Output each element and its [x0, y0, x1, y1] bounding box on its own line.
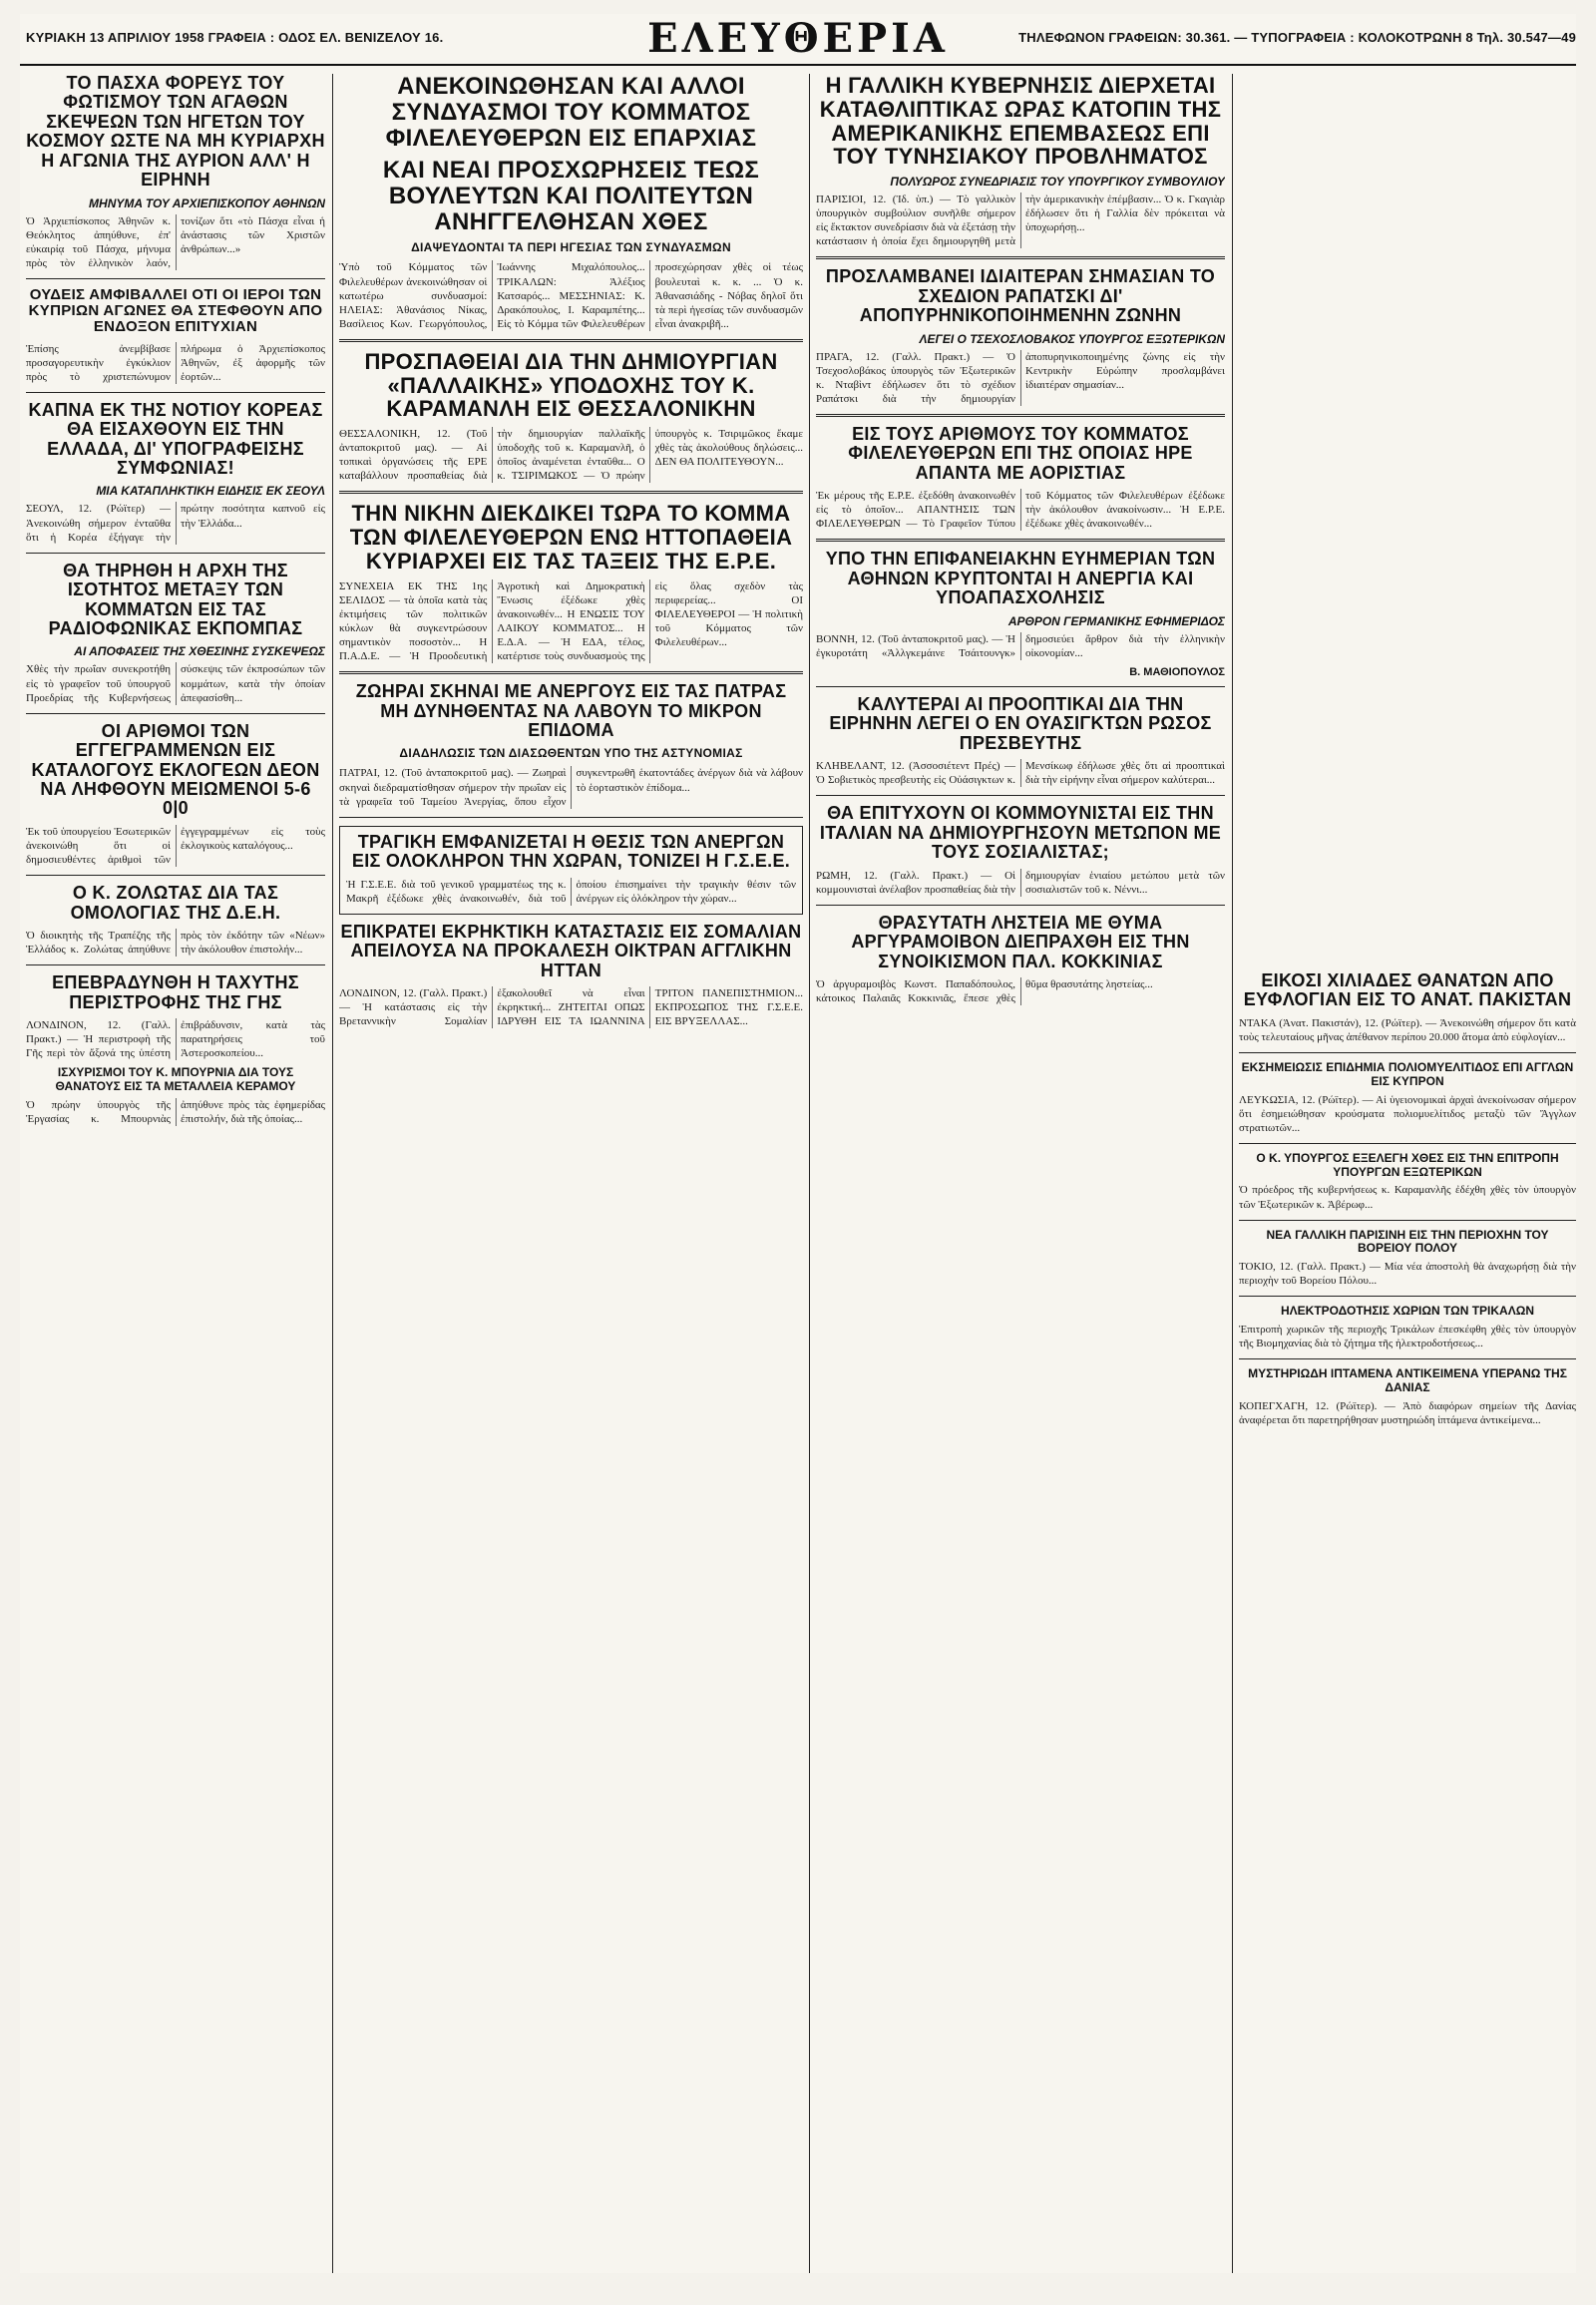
victory-headline: ΤΗΝ ΝΙΚΗΝ ΔΙΕΚΔΙΚΕΙ ΤΩΡΑ ΤΟ ΚΟΜΜΑ ΤΩΝ ΦΙΛΕΛΕΥΘΕΡΩΝ ΕΝΩ ΗΤΤΟΠΑΘΕΙΑ ΚΥΡΙΑΡΧΕΙ ΕΙΣ ΤΑΣ ΤΑΞΕΙΣ ΤΗΣ Ε.Ρ.Ε. — [349, 501, 793, 574]
korea-article: ΣΕΟΥΛ, 12. (Ρώϊτερ) — Ἀνεκοινώθη σήμερον ἐνταῦθα ὅτι ἡ Κορέα ἐξήγαγε τὴν πρώτην ποσότητα καπνοῦ εἰς τὴν Ἑλλάδα... — [26, 503, 325, 544]
column-rule — [332, 74, 333, 2273]
dei-article: Ὁ διοικητὴς τῆς Τραπέζης τῆς Ἑλλάδος κ. Ζολώτας ἀπηύθυνε πρὸς τὸν ἐκδότην τῶν «Νέων» τὴν ἀκόλουθον ἐπιστολήν... — [26, 930, 325, 957]
lead-subheadline: ΔΙΑΨΕΥΔΟΝΤΑΙ ΤΑ ΠΕΡΙ ΗΓΕΣΙΑΣ ΤΩΝ ΣΥΝΔΥΑΣΜΩΝ — [411, 240, 731, 255]
denmark-headline: ΜΥΣΤΗΡΙΩΔΗ ΙΠΤΑΜΕΝΑ ΑΝΤΙΚΕΙΜΕΝΑ ΥΠΕΡΑΝΩ ΤΗΣ ΔΑΝΙΑΣ — [1248, 1366, 1567, 1395]
italy-article: ΡΩΜΗ, 12. (Γαλλ. Πρακτ.) — Οἱ κομμουνισταὶ ἀνέλαβον προσπαθείας διὰ τὴν δημιουργίαν ἑνιαίου μετώπου μετὰ τῶν σοσιαλιστῶν τοῦ κ. Νέννι... — [816, 869, 1225, 896]
liberals-article: Ἐκ μέρους τῆς Ε.Ρ.Ε. ἐξεδόθη ἀνακοινωθέν εἰς τὸ ὁποῖον... ΑΠΑΝΤΗΣΙΣ ΤΩΝ ΦΙΛΕΛΕΥΘΕΡΩΝ — Τὸ Γραφεῖον Τύπου τοῦ Κόμματος τῶν Φιλελευθέρων ἐξέδωκε τὴν ἀκόλουθον ἀνακοίνωσιν... Ἡ Ε.Ρ.Ε. ἐξέδωκε χθὲς ἀνακοινωθέν... — [816, 490, 1225, 531]
ceramics-headline: ΙΣΧΥΡΙΣΜΟΙ ΤΟΥ Κ. ΜΠΟΥΡΝΙΑ ΔΙΑ ΤΟΥΣ ΘΑΝΑΤΟΥΣ ΕΙΣ ΤΑ ΜΕΤΑΛΛΕΙΑ ΚΕΡΑΜΟΥ — [55, 1065, 296, 1094]
divider — [339, 339, 803, 342]
divider — [816, 414, 1225, 417]
divider — [26, 875, 325, 876]
korea-kicker: ΜΙΑ ΚΑΤΑΠΛΗΚΤΙΚΗ ΕΙΔΗΣΙΣ ΕΚ ΣΕΟΥΛ — [96, 484, 325, 499]
expedition-article: ΤΟΚΙΟ, 12. (Γαλλ. Πρακτ.) — Μία νέα ἀποστολὴ θὰ ἀναχωρήσῃ διὰ τὴν περιοχὴν τοῦ Βορείου Πόλου... — [1239, 1261, 1576, 1288]
divider — [339, 491, 803, 494]
somalia-headline: ΕΠΙΚΡΑΤΕΙ ΕΚΡΗΚΤΙΚΗ ΚΑΤΑΣΤΑΣΙΣ ΕΙΣ ΣΟΜΑΛΙΑΝ ΑΠΕΙΛΟΥΣΑ ΝΑ ΠΡΟΚΑΛΕΣΗ ΟΙΚΤΡΑΝ ΑΓΓΛΙΚΗΝ ΗΤΤΑΝ — [340, 921, 802, 980]
polio-headline: ΕΚΣΗΜΕΙΩΣΙΣ ΕΠΙΔΗΜΙΑ ΠΟΛΙΟΜΥΕΛΙΤΙΔΟΣ ΕΠΙ ΑΓΓΛΩΝ ΕΙΣ ΚΥΠΡΟΝ — [1241, 1060, 1574, 1088]
column-4 — [1239, 74, 1576, 2273]
divider — [1239, 1143, 1576, 1144]
pakistan-article: ΝΤΑΚΑ (Ἀνατ. Πακιστάν), 12. (Ρώϊτερ). — Ἀνεκοινώθη σήμερον ὅτι κατὰ τοὺς τελευταίους μῆνας ἀπέθανον περίπου 20.000 ἄτομα ἀπὸ εὐφλογίαν... — [1239, 1016, 1576, 1043]
masthead-date-address: ΚΥΡΙΑΚΗ 13 ΑΠΡΙΛΙΟΥ 1958 ΓΡΑΦΕΙΑ : ΟΔΟΣ ΕΛ. ΒΕΝΙΖΕΛΟΥ 16. — [26, 30, 444, 45]
unemployed-box — [339, 826, 803, 915]
column-rule — [809, 74, 810, 2273]
zone-article: ΠΡΑΓΑ, 12. (Γαλλ. Πρακτ.) — Ὁ Τσεχοσλοβάκος ὑπουργὸς τῶν Ἐξωτερικῶν κ. Νταβὶντ ἐδήλωσεν ὅτι τὸ σχέδιον Ραπάτσκι διὰ τὴν δημιουργίαν ἀποπυρηνικοποιημένης ζώνης εἰς τὴν Κεντρικὴν Εὐρώπην προσλαμβάνει ἰδιαιτέραν σημασίαν... — [816, 350, 1225, 405]
radio-article: Χθὲς τὴν πρωΐαν συνεκροτήθη εἰς τὸ γραφεῖον τοῦ ὑπουργοῦ Προεδρίας τῆς Κυβερνήσεως σύσκεψις τῶν ἐκπροσώπων τῶν κομμάτων, κατὰ τὴν ὁποίαν ἀπεφασίσθη... — [26, 663, 325, 704]
liberals-headline: ΕΙΣ ΤΟΥΣ ΑΡΙΘΜΟΥΣ ΤΟΥ ΚΟΜΜΑΤΟΣ ΦΙΛΕΛΕΥΘΕΡΩΝ ΕΠΙ ΤΗΣ ΟΠΟΙΑΣ ΗΡΕ ΑΠΑΝΤΑ ΜΕ ΑΟΡΙΣΤΙΑΣ — [848, 423, 1193, 483]
divider — [26, 553, 325, 554]
palaikis-headline: ΠΡΟΣΠΑΘΕΙΑΙ ΔΙΑ ΤΗΝ ΔΗΜΙΟΥΡΓΙΑΝ «ΠΑΛΛΑΙΚΗΣ» ΥΠΟΔΟΧΗΣ ΤΟΥ Κ. ΚΑΡΑΜΑΝΛΗ ΕΙΣ ΘΕΣΣΑΛΟΝΙΚΗΝ — [364, 348, 778, 422]
zone-headline: ΠΡΟΣΛΑΜΒΑΝΕΙ ΙΔΙΑΙΤΕΡΑΝ ΣΗΜΑΣΙΑΝ ΤΟ ΣΧΕΔΙΟΝ ΡΑΠΑΤΣΚΙ ΔΙ' ΑΠΟΠΥΡΗΝΙΚΟΠΟΙΗΜΕΝΗΝ ΖΩΝΗΝ — [825, 266, 1216, 326]
divider — [339, 671, 803, 674]
ambassador-article: ΚΛΗΒΕΛΑΝΤ, 12. (Ἀσσοσιέτεντ Πρές) — Ὁ Σοβιετικὸς πρεσβευτὴς εἰς Οὐάσιγκτων κ. Μενσίκωφ ἐδήλωσε χθὲς ὅτι αἱ προοπτικαὶ διὰ τὴν εἰρήνην εἶναι σήμερον καλύτεραι... — [816, 760, 1225, 787]
divider — [816, 539, 1225, 542]
divider — [816, 795, 1225, 796]
pakistan-headline: ΕΙΚΟΣΙ ΧΙΛΙΑΔΕΣ ΘΑΝΑΤΩΝ ΑΠΟ ΕΥΦΛΟΓΙΑΝ ΕΙΣ ΤΟ ΑΝΑΤ. ΠΑΚΙΣΤΑΝ — [1243, 970, 1572, 1010]
divider — [26, 392, 325, 393]
germany-kicker: ΑΡΘΡΟΝ ΓΕΡΜΑΝΙΚΗΣ ΕΦΗΜΕΡΙΔΟΣ — [1007, 613, 1225, 628]
trikala-headline: ΗΛΕΚΤΡΟΔΟΤΗΣΙΣ ΧΩΡΙΩΝ ΤΩΝ ΤΡΙΚΑΛΩΝ — [1281, 1304, 1534, 1319]
palaikis-article: ΘΕΣΣΑΛΟΝΙΚΗ, 12. (Τοῦ ἀνταποκριτοῦ μας). — Αἱ τοπικαὶ ὀργανώσεις τῆς ΕΡΕ καταβάλλουν προσπαθείας διὰ τὴν δημιουργίαν παλλαϊκῆς ὑποδοχῆς τοῦ κ. Καραμανλῆ, ὁ ὁποῖος ἀναμένεται ἐνταῦθα... Ο κ. ΤΣΙΡΙΜΩΚΟΣ — Ὁ πρώην ὑπουργὸς κ. Τσιριμῶκος ἔκαμε χθὲς τὰς ἀκολούθους δηλώσεις... ΔΕΝ ΘΑ ΠΟΛΙΤΕΥΘΟΥΝ... — [339, 428, 803, 483]
minister-article: Ὁ πρόεδρος τῆς κυβερνήσεως κ. Καραμανλῆς ἐδέχθη χθὲς τὸν ὑπουργὸν τῶν Ἐξωτερικῶν κ. Ἀβέρωφ... — [1239, 1184, 1576, 1211]
divider — [1239, 1358, 1576, 1359]
expedition-headline: ΝΕΑ ΓΑΛΛΙΚΗ ΠΑΡΙΣΙΝΗ ΕΙΣ ΤΗΝ ΠΕΡΙΟΧΗΝ ΤΟΥ ΒΟΡΕΙΟΥ ΠΟΛΟΥ — [1266, 1227, 1549, 1256]
masthead-phones: ΤΗΛΕΦΩΝΟΝ ΓΡΑΦΕΙΩΝ: 30.361. — ΤΥΠΟΓΡΑΦΕΙΑ : ΚΟΛΟΚΟΤΡΩΝΗ 8 Τηλ. 30.547—49 — [1018, 30, 1576, 45]
unemployed-article: Ἡ Γ.Σ.Ε.Ε. διὰ τοῦ γενικοῦ γραμματέως της κ. Μακρῆ ἐξέδωκε χθὲς ἀνακοινωθέν, διὰ τοῦ ὁποίου ἐπισημαίνει τὴν τραγικὴν θέσιν τῶν ἀνέργων εἰς ὁλόκληρον τὴν χώραν... — [346, 878, 796, 905]
pirates-article: Ὁ ἀργυραμοιβὸς Κωνστ. Παπαδόπουλος, κάτοικος Παλαιᾶς Κοκκινιᾶς, ἔπεσε χθὲς θῦμα θρασυτάτης ληστείας... — [816, 978, 1153, 1005]
patras-article: ΠΑΤΡΑΙ, 12. (Τοῦ ἀνταποκριτοῦ μας). — Ζωηραὶ σκηναὶ διεδραματίσθησαν σήμερον τὴν πρωΐαν εἰς τὰ γραφεῖα τοῦ Ταμείου Ἀνεργίας, ὅπου εἶχον συγκεντρωθῆ ἑκατοντάδες ἀνέργων διὰ νὰ λάβουν τὸ ἑορταστικὸν ἐπίδομα... — [339, 767, 803, 808]
column-3 — [816, 74, 1225, 2273]
lead-headline-2: ΚΑΙ ΝΕΑΙ ΠΡΟΣΧΩΡΗΣΕΙΣ ΤΕΩΣ ΒΟΥΛΕΥΤΩΝ ΚΑΙ ΠΟΛΙΤΕΥΤΩΝ ΑΝΗΓΓΕΛΘΗΣΑΝ ΧΘΕΣ — [382, 156, 760, 235]
column-2 — [339, 74, 803, 2273]
somalia-article: ΛΟΝΔΙΝΟΝ, 12. (Γαλλ. Πρακτ.) — Ἡ κατάστασις εἰς τὴν Βρεταννικὴν Σομαλίαν ἐξακολουθεῖ νὰ εἶναι ἐκρηκτική... ΖΗΤΕΙΤΑΙ ΟΠΩΣ ΙΔΡΥΘΗ ΕΙΣ ΤΑ ΙΩΑΝΝΙΝΑ ΤΡΙΤΟΝ ΠΑΝΕΠΙΣΤΗΜΙΟΝ... ΕΚΠΡΟΣΩΠΟΣ ΤΗΣ Γ.Σ.Ε.Ε. ΕΙΣ ΒΡΥΞΕΛΛΑΣ... — [339, 987, 803, 1028]
radio-kicker: ΑΙ ΑΠΟΦΑΣΕΙΣ ΤΗΣ ΧΘΕΣΙΝΗΣ ΣΥΣΚΕΨΕΩΣ — [74, 644, 325, 659]
denmark-article: ΚΟΠΕΓΧΑΓΗ, 12. (Ρώϊτερ). — Ἀπὸ διαφόρων σημείων τῆς Δανίας ἀναφέρεται ὅτι παρετηρήθησαν μυστηριώδη ἱπτάμενα ἀντικείμενα... — [1239, 1399, 1576, 1426]
patras-subheadline: ΔΙΑΔΗΛΩΣΙΣ ΤΩΝ ΔΙΑΣΩΘΕΝΤΩΝ ΥΠΟ ΤΗΣ ΑΣΤΥΝΟΜΙΑΣ — [399, 746, 743, 761]
germany-headline: ΥΠΟ ΤΗΝ ΕΠΙΦΑΝΕΙΑΚΗΝ ΕΥΗΜΕΡΙΑΝ ΤΩΝ ΑΘΗΝΩΝ ΚΡΥΠΤΟΝΤΑΙ Η ΑΝΕΡΓΙΑ ΚΑΙ ΥΠΟΑΠΑΣΧΟΛΗΣΙΣ — [825, 549, 1216, 608]
germany-signature: Β. ΜΑΘΙΟΠΟΥΛΟΣ — [1129, 665, 1225, 678]
divider — [26, 278, 325, 279]
minister-headline: Ο Κ. ΥΠΟΥΡΓΟΣ ΕΞΕΛΕΓΗ ΧΘΕΣ ΕΙΣ ΤΗΝ ΕΠΙΤΡΟΠΗ ΥΠΟΥΡΓΩΝ ΕΞΩΤΕΡΙΚΩΝ — [1256, 1150, 1559, 1179]
divider — [339, 817, 803, 818]
divider — [816, 905, 1225, 906]
masthead — [20, 14, 1576, 66]
patras-headline: ΖΩΗΡΑΙ ΣΚΗΝΑΙ ΜΕ ΑΝΕΡΓΟΥΣ ΕΙΣ ΤΑΣ ΠΑΤΡΑΣ ΜΗ ΔΥΝΗΘΕΝΤΑΣ ΝΑ ΛΑΒΟΥΝ ΤΟ ΜΙΚΡΟΝ ΕΠΙΔΟΜΑ — [355, 681, 787, 740]
korea-headline: ΚΑΠΝΑ ΕΚ ΤΗΣ ΝΟΤΙΟΥ ΚΟΡΕΑΣ ΘΑ ΕΙΣΑΧΘΟΥΝ ΕΙΣ ΤΗΝ ΕΛΛΑΔΑ, ΔΙ' ΥΠΟΓΡΑΦΕΙΣΗΣ ΣΥΜΦΩΝΙΑΣ! — [28, 399, 323, 479]
radio-headline: ΘΑ ΤΗΡΗΘΗ Η ΑΡΧΗ ΤΗΣ ΙΣΟΤΗΤΟΣ ΜΕΤΑΞΥ ΤΩΝ ΚΟΜΜΑΤΩΝ ΕΙΣ ΤΑΣ ΡΑΔΙΟΦΩΝΙΚΑΣ ΕΚΠΟΜΠΑΣ — [48, 560, 303, 639]
easter-kicker: ΜΗΝΥΜΑ ΤΟΥ ΑΡΧΙΕΠΙΣΚΟΠΟΥ ΑΘΗΝΩΝ — [89, 195, 325, 210]
tunisia-headline: Η ΓΑΛΛΙΚΗ ΚΥΒΕΡΝΗΣΙΣ ΔΙΕΡΧΕΤΑΙ ΚΑΤΑΘΛΙΠΤΙΚΑΣ ΩΡΑΣ ΚΑΤΟΠΙΝ ΤΗΣ ΑΜΕΡΙΚΑΝΙΚΗΣ ΕΠΕΜΒΑΣΕΩΣ ΕΠΙ ΤΟΥ ΤΥΝΗΣΙΑΚΟΥ ΠΡΟΒΛΗΜΑΤΟΣ — [819, 74, 1222, 170]
ceramics-article: Ὁ πρώην ὑπουργὸς τῆς Ἐργασίας κ. Μπουρνιὰς ἀπηύθυνε πρὸς τὰς ἐφημερίδας ἐπιστολήν, διὰ τῆς ὁποίας... — [26, 1098, 325, 1125]
ambassador-headline: ΚΑΛΥΤΕΡΑΙ ΑΙ ΠΡΟΟΠΤΙΚΑΙ ΔΙΑ ΤΗΝ ΕΙΡΗΝΗΝ ΛΕΓΕΙ Ο ΕΝ ΟΥΑΣΙΓΚΤΩΝ ΡΩΣΟΣ ΠΡΕΣΒΕΥΤΗΣ — [829, 693, 1212, 753]
unemployed-headline: ΤΡΑΓΙΚΗ ΕΜΦΑΝΙΖΕΤΑΙ Η ΘΕΣΙΣ ΤΩΝ ΑΝΕΡΓΩΝ ΕΙΣ ΟΛΟΚΛΗΡΟΝ ΤΗΝ ΧΩΡΑΝ, ΤΟΝΙΖΕΙ Η Γ.Σ.Ε.Ε. — [351, 831, 791, 872]
zone-kicker: ΛΕΓΕΙ Ο ΤΣΕΧΟΣΛΟΒΑΚΟΣ ΥΠΟΥΡΓΟΣ ΕΞΩΤΕΡΙΚΩΝ — [919, 331, 1225, 346]
easter-headline: ΤΟ ΠΑΣΧΑ ΦΟΡΕΥΣ ΤΟΥ ΦΩΤΙΣΜΟΥ ΤΩΝ ΑΓΑΘΩΝ ΣΚΕΨΕΩΝ ΤΩΝ ΗΓΕΤΩΝ ΤΟΥ ΚΟΣΜΟΥ ΩΣΤΕ ΝΑ ΜΗ ΚΥΡΙΑΡΧΗ Η ΑΓΩΝΙΑ ΤΗΣ ΑΥΡΙΟΝ ΑΛΛ' Η ΕΙΡΗΝΗ — [26, 74, 325, 191]
tunisia-article: ΠΑΡΙΣΙΟΙ, 12. (Ἰδ. ὑπ.) — Τὸ γαλλικὸν ὑπουργικὸν συμβούλιον συνῆλθε σήμερον εἰς ἔκτακτον συνεδρίασιν διὰ νὰ ἐξετάσῃ τὴν κατάστασιν ἡ ὁποία ἔχει δημιουργηθῆ μετὰ τὴν ἀμερικανικὴν ἐπέμβασιν... Ὁ κ. Γκαγιὰρ ἐδήλωσεν ὅτι ἡ Γαλλία δὲν πρόκειται νὰ ὑποχωρήσῃ... — [816, 193, 1225, 248]
column-rule — [1232, 74, 1233, 2273]
earth-headline: ΕΠΕΒΡΑΔΥΝΘΗ Η ΤΑΧΥΤΗΣ ΠΕΡΙΣΤΡΟΦΗΣ ΤΗΣ ΓΗΣ — [52, 972, 299, 1012]
divider — [816, 686, 1225, 687]
column-1 — [26, 74, 325, 2273]
divider — [26, 713, 325, 714]
lead-headline: ΑΝΕΚΟΙΝΩΘΗΣΑΝ ΚΑΙ ΑΛΛΟΙ ΣΥΝΔΥΑΣΜΟΙ ΤΟΥ ΚΟΜΜΑΤΟΣ ΦΙΛΕΛΕΥΘΕΡΩΝ ΕΙΣ ΕΠΑΡΧΙΑΣ — [385, 74, 757, 152]
tunisia-kicker: ΠΟΛΥΩΡΟΣ ΣΥΝΕΔΡΙΑΣΙΣ ΤΟΥ ΥΠΟΥΡΓΙΚΟΥ ΣΥΜΒΟΥΛΙΟΥ — [890, 175, 1225, 189]
earth-article: ΛΟΝΔΙΝΟΝ, 12. (Γαλλ. Πρακτ.) — Ἡ περιστροφὴ τῆς Γῆς περὶ τὸν ἄξονά της ὑπέστη ἐπιβράδυνσιν, κατὰ τὰς παρατηρήσεις τοῦ Ἀστεροσκοπείου... — [26, 1019, 325, 1060]
trikala-article: Ἐπιτροπὴ χωρικῶν τῆς περιοχῆς Τρικάλων ἐπεσκέφθη χθὲς τὸν ὑπουργὸν τῆς Βιομηχανίας διὰ τὸ ζήτημα τῆς ἠλεκτροδοτήσεως... — [1239, 1324, 1576, 1350]
divider — [816, 256, 1225, 259]
voters-article: Ἐκ τοῦ ὑπουργείου Ἐσωτερικῶν ἀνεκοινώθη ὅτι οἱ δημοσιευθέντες ἀριθμοὶ τῶν ἐγγεγραμμένων εἰς τοὺς ἐκλογικοὺς καταλόγους... — [26, 825, 325, 867]
dei-headline: Ο Κ. ΖΟΛΩΤΑΣ ΔΙΑ ΤΑΣ ΟΜΟΛΟΓΙΑΣ ΤΗΣ Δ.Ε.Η. — [70, 883, 281, 923]
lead-article: Ὑπὸ τοῦ Κόμματος τῶν Φιλελευθέρων ἀνεκοινώθησαν οἱ κατωτέρω συνδυασμοί: ΗΛΕΙΑΣ: Ἀθανάσιος Νίκας, Βασίλειος Κων. Γεωργόπουλος, Ἰωάννης Μιχαλόπουλος... ΤΡΙΚΑΛΩΝ: Ἀλέξιος Κατσαρός... ΜΕΣΣΗΝΙΑΣ: Κ. Δρακόπουλος, Ι. Καραμπέτης... Εἰς τὸ Κόμμα τῶν Φιλελευθέρων προσεχώρησαν χθὲς οἱ τέως βουλευταὶ κ. κ. ... Ὁ κ. Ἀθανασιάδης - Νόβας δηλοῖ ὅτι τὰ περὶ ἡγεσίας τῶν συνδυασμῶν εἶναι ἀνακριβῆ... — [339, 261, 803, 330]
cyprus-headline: ΟΥΔΕΙΣ ΑΜΦΙΒΑΛΛΕΙ ΟΤΙ ΟΙ ΙΕΡΟΙ ΤΩΝ ΚΥΠΡΙΩΝ ΑΓΩΝΕΣ ΘΑ ΣΤΕΦΘΟΥΝ ΑΠΟ ΕΝΔΟΞΟΝ ΕΠΙΤΥΧΙΑΝ — [28, 285, 323, 336]
victory-article: ΣΥΝΕΧΕΙΑ ΕΚ ΤΗΣ 1ης ΣΕΛΙΔΟΣ — τὰ ὁποῖα κατὰ τὰς ἐκτιμήσεις τῶν πολιτικῶν κύκλων θὰ συγκεντρώσουν σημαντικὸν ποσοστὸν... Η Π.Α.Δ.Ε. — Ἡ Προοδευτικὴ Ἀγροτικὴ καὶ Δημοκρατικὴ Ἕνωσις ἐξέδωκε χθὲς ἀνακοινωθέν... Η ΕΝΩΣΙΣ ΤΟΥ ΛΑΙΚΟΥ ΚΟΜΜΑΤΟΣ... Η Ε.Δ.Α. — Ἡ ΕΔΑ, τέλος, κατέρτισε τοὺς συνδυασμοὺς της εἰς ὅλας σχεδὸν τὰς περιφερείας... ΟΙ ΦΙΛΕΛΕΥΘΕΡΟΙ — Ἡ πολιτικὴ τοῦ Κόμματος τῶν Φιλελευθέρων... — [339, 579, 803, 663]
divider — [1239, 1296, 1576, 1297]
divider — [1239, 1052, 1576, 1053]
italy-headline: ΘΑ ΕΠΙΤΥΧΟΥΝ ΟΙ ΚΟΜΜΟΥΝΙΣΤΑΙ ΕΙΣ ΤΗΝ ΙΤΑΛΙΑΝ ΝΑ ΔΗΜΙΟΥΡΓΗΣΟΥΝ ΜΕΤΩΠΟΝ ΜΕ ΤΟΥΣ ΣΟΣΙΑΛΙΣΤΑΣ; — [819, 803, 1222, 863]
easter-article: Ὁ Ἀρχιεπίσκοπος Ἀθηνῶν κ. Θεόκλητος ἀπηύθυνε, ἐπ' εὐκαιρίᾳ τοῦ Πάσχα, μήνυμα πρὸς τὸν ἑλληνικὸν λαόν, τονίζων ὅτι «τὸ Πάσχα εἶναι ἡ ἀνάστασις τῶν Χριστῶν ἀνθρώπων...» — [26, 214, 325, 269]
cyprus-article: Ἐπίσης ἀνεμβίβασε προσαγορευτικὴν ἐγκύκλιον πρὸς τὸ χριστεπώνυμον πλήρωμα ὁ Ἀρχιεπίσκοπος Ἀθηνῶν, ἐξ ἀφορμῆς τῶν ἑορτῶν... — [26, 342, 325, 383]
divider — [26, 964, 325, 965]
divider — [1239, 1220, 1576, 1221]
newspaper-page — [20, 14, 1576, 2273]
pirates-headline: ΘΡΑΣΥΤΑΤΗ ΛΗΣΤΕΙΑ ΜΕ ΘΥΜΑ ΑΡΓΥΡΑΜΟΙΒΟΝ ΔΙΕΠΡΑΧΘΗ ΕΙΣ ΤΗΝ ΣΥΝΟΙΚΙΣΜΟΝ ΠΑΛ. ΚΟΚΚΙΝΙΑΣ — [851, 912, 1190, 971]
voters-headline: ΟΙ ΑΡΙΘΜΟΙ ΤΩΝ ΕΓΓΕΓΡΑΜΜΕΝΩΝ ΕΙΣ ΚΑΤΑΛΟΓΟΥΣ ΕΚΛΟΓΕΩΝ ΔΕΟΝ ΝΑ ΛΗΦΘΟΥΝ ΜΕΙΩΜΕΝΟΙ 5-6 0|0 — [31, 720, 320, 819]
polio-article: ΛΕΥΚΩΣΙΑ, 12. (Ρώϊτερ). — Αἱ ὑγειονομικαὶ ἀρχαὶ ἀνεκοίνωσαν σήμερον ὅτι ἐσημειώθησαν κρούσματα πολιομυελίτιδος μεταξὺ τῶν Ἄγγλων στρατιωτῶν... — [1239, 1093, 1576, 1134]
spacer — [1239, 74, 1576, 971]
germany-article: ΒΟΝΝΗ, 12. (Τοῦ ἀνταποκριτοῦ μας). — Ἡ ἐγκυροτάτη «Ἀλλγκεμάινε Τσάιτουνγκ» δημοσιεύει ἄρθρον διὰ τὴν ἑλληνικὴν οἰκονομίαν... — [816, 632, 1225, 659]
newspaper-title: ΕΛΕΥΘΕΡΙΑ — [647, 15, 949, 62]
